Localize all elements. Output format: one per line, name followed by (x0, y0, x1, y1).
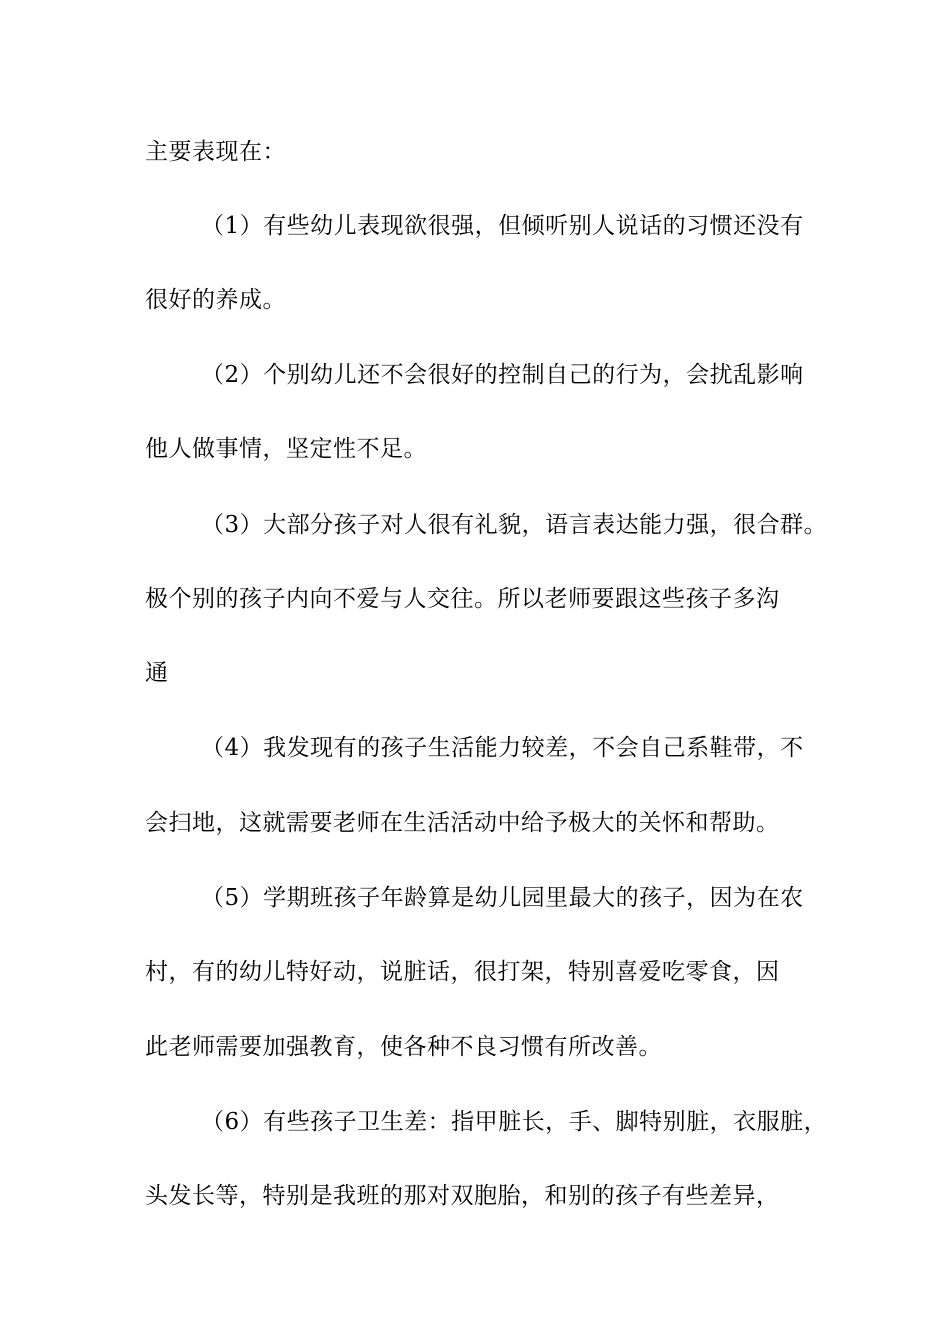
text-line: （3）大部分孩子对人很有礼貌，语言表达能力强，很合群。 (201, 512, 828, 538)
text-line: 此老师需要加强教育，使各种不良习惯有所改善。 (145, 1034, 662, 1060)
text-line: （6）有些孩子卫生差：指甲脏长，手、脚特别脏，衣服脏， (201, 1109, 828, 1135)
text-line: 通 (145, 660, 169, 686)
text-line: 很好的养成。 (145, 287, 286, 313)
text-line: （1）有些幼儿表现欲很强，但倾听别人说话的习惯还没有 (201, 213, 804, 239)
text-line: 主要表现在： (145, 139, 286, 165)
text-line: 村，有的幼儿特好动，说脏话，很打架，特别喜爱吃零食，因 (145, 959, 780, 985)
text-line: 头发长等，特别是我班的那对双胞胎，和别的孩子有些差异， (145, 1183, 780, 1209)
text-line: （2）个别幼儿还不会很好的控制自己的行为，会扰乱影响 (201, 362, 804, 388)
text-line: （5）学期班孩子年龄算是幼儿园里最大的孩子，因为在农 (201, 885, 804, 911)
text-line: 他人做事情，坚定性不足。 (145, 436, 427, 462)
text-line: （4）我发现有的孩子生活能力较差，不会自己系鞋带，不 (201, 735, 804, 761)
text-line: 极个别的孩子内向不爱与人交往。所以老师要跟这些孩子多沟 (145, 586, 780, 612)
text-line: 会扫地，这就需要老师在生活活动中给予极大的关怀和帮助。 (145, 810, 780, 836)
